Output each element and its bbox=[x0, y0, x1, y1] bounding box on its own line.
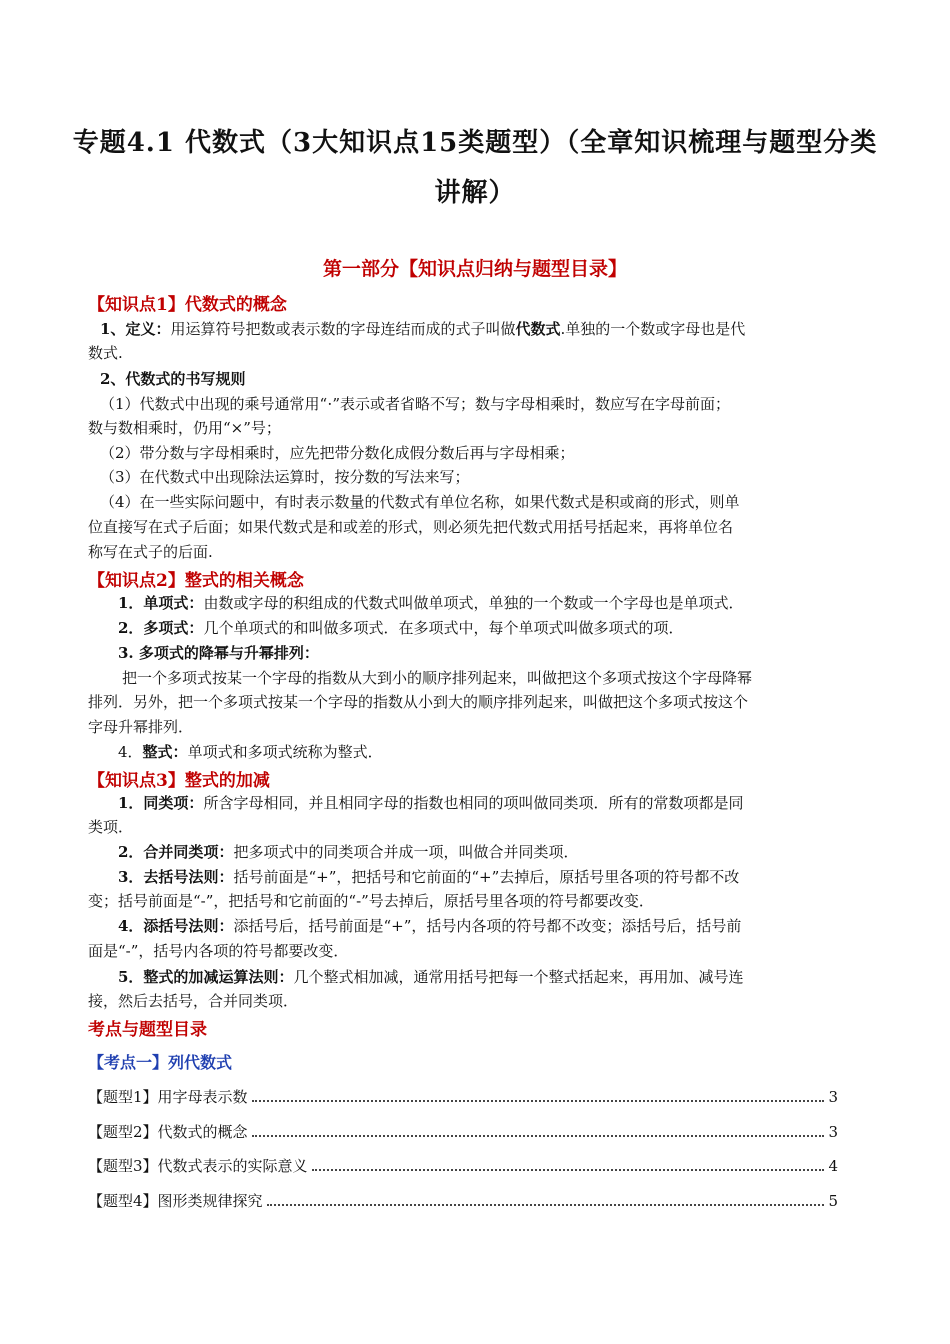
toc-item[interactable] bbox=[88, 1086, 838, 1108]
kp1-def-bold: 代数式 bbox=[515, 320, 561, 338]
kp3-i1-b: 类项． bbox=[88, 818, 134, 836]
kp3-i2-label: 2．合并同类项： bbox=[118, 843, 234, 861]
kp3-item2 bbox=[118, 841, 892, 863]
kp1-def-text-c: 数式. bbox=[88, 344, 123, 362]
kp2-i4-label: 整式： bbox=[142, 743, 188, 761]
kp3-item1 bbox=[118, 792, 892, 814]
toc-item-label: 【题型1】用字母表示数 bbox=[88, 1088, 248, 1106]
kp2-item4 bbox=[118, 741, 892, 763]
document-title-line1: 专题4.1 代数式（3大知识点15类题型）（全章知识梳理与题型分类 bbox=[72, 128, 878, 158]
toc-item-page: 3 bbox=[828, 1123, 838, 1141]
toc-item-label: 【题型4】图形类规律探究 bbox=[88, 1192, 263, 1210]
kp1-rule1 bbox=[100, 393, 874, 415]
kp3-i3-b: 变；括号前面是“-”，把括号和它前面的“-”号去掉后，原括号里各项的符号都要改变． bbox=[88, 892, 654, 910]
kp1-def-text-b: .单独的一个数或字母也是代 bbox=[560, 320, 746, 338]
toc-heading: 考点与题型目录 bbox=[88, 1020, 207, 1040]
kp3-i1-label: 1．同类项： bbox=[118, 794, 204, 812]
kp2-item2 bbox=[118, 617, 892, 639]
toc-item-page: 4 bbox=[828, 1157, 838, 1175]
kp3-i5-label: 5．整式的加减运算法则： bbox=[118, 968, 294, 986]
kp1-rule4-c: 称写在式子的后面. bbox=[88, 543, 213, 561]
kp2-item1 bbox=[118, 592, 892, 614]
toc-item[interactable] bbox=[88, 1121, 838, 1143]
kp3-i5-b: 接，然后去括号，合并同类项． bbox=[88, 992, 299, 1010]
kp2-i3-a: 把一个多项式按某一个字母的指数从大到小的顺序排列起来，叫做把这个多项式按这个字母降幂 bbox=[122, 669, 753, 687]
toc-item[interactable] bbox=[88, 1155, 838, 1177]
kp2-i4-num: 4． bbox=[118, 743, 143, 761]
kp2-i1-text: 由数或字母的积组成的代数式叫做单项式，单独的一个数或一个字母也是单项式． bbox=[203, 594, 744, 612]
kp2-i1-label: 1．单项式： bbox=[118, 594, 204, 612]
kp1-rule4-a: （4）在一些实际问题中，有时表示数量的代数式有单位名称，如果代数式是积或商的形式，则单 bbox=[100, 493, 740, 511]
kp1-r1-c: 数与数相乘时，仍用“×”号； bbox=[88, 419, 281, 437]
kp1-rules-heading: 2、代数式的书写规则 bbox=[100, 370, 246, 388]
kp2-heading: 【知识点2】整式的相关概念 bbox=[88, 571, 304, 591]
kp1-def-text-a: 用运算符号把数或表示数的字母连结而成的式子叫做 bbox=[170, 320, 516, 338]
toc-item-page: 3 bbox=[828, 1088, 838, 1106]
kp3-i1-a: 所含字母相同，并且相同字母的指数也相同的项叫做同类项．所有的常数项都是同 bbox=[203, 794, 744, 812]
kp1-r1-dot: ⋅ bbox=[327, 395, 333, 413]
kp1-rule4-b: 位直接写在式子后面；如果代数式是和或差的形式，则必须先把代数式用括号括起来，再将单位名 bbox=[88, 518, 734, 536]
kp1-rule3: （3）在代数式中出现除法运算时，按分数的写法来写； bbox=[100, 468, 470, 486]
kp2-i3-c: 字母升幂排列． bbox=[88, 718, 194, 736]
toc-item-page: 5 bbox=[828, 1192, 838, 1210]
kp1-def-label: 定义： bbox=[125, 320, 171, 338]
kp3-i3-label: 3．去括号法则： bbox=[118, 868, 234, 886]
toc-leader-dots bbox=[252, 1134, 825, 1137]
kp2-i2-text: 几个单项式的和叫做多项式．在多项式中，每个单项式叫做多项式的项． bbox=[203, 619, 684, 637]
toc-leader-dots bbox=[312, 1168, 825, 1171]
toc-leader-dots bbox=[252, 1099, 825, 1102]
kp3-i4-a: 添括号后，括号前面是“+”，括号内各项的符号都不改变；添括号后，括号前 bbox=[233, 917, 742, 935]
kp3-heading: 【知识点3】整式的加减 bbox=[88, 771, 270, 791]
kp3-i4-label: 4．添括号法则： bbox=[118, 917, 234, 935]
kp3-item5 bbox=[118, 966, 892, 988]
kp1-definition bbox=[100, 318, 874, 340]
kp1-def-num: 1、 bbox=[100, 320, 126, 338]
kp1-r1-b: ”表示或者省略不写；数与字母相乘时，数应写在字母前面； bbox=[332, 395, 731, 413]
kp3-i4-b: 面是“-”，括号内各项的符号都要改变． bbox=[88, 942, 349, 960]
kp3-item4 bbox=[118, 915, 892, 937]
kp2-i3-label: 3. 多项式的降幂与升幂排列： bbox=[118, 644, 319, 662]
toc-item-label: 【题型2】代数式的概念 bbox=[88, 1123, 248, 1141]
kp2-i4-text: 单项式和多项式统称为整式． bbox=[187, 743, 383, 761]
kp1-r1-a: （1）代数式中出现的乘号通常用“ bbox=[100, 395, 328, 413]
kp1-rule2: （2）带分数与字母相乘时，应先把带分数化成假分数后再与字母相乘； bbox=[100, 444, 575, 462]
toc-item[interactable] bbox=[88, 1190, 838, 1212]
part-title: 第一部分【知识点归纳与题型目录】 bbox=[322, 258, 627, 280]
kp3-item3 bbox=[118, 866, 892, 888]
kp3-i3-a: 括号前面是“+”，把括号和它前面的“+”去掉后，原括号里各项的符号都不改 bbox=[233, 868, 740, 886]
kp3-i2-text: 把多项式中的同类项合并成一项，叫做合并同类项． bbox=[233, 843, 579, 861]
kp2-i2-label: 2．多项式： bbox=[118, 619, 204, 637]
kp1-heading: 【知识点1】代数式的概念 bbox=[88, 295, 287, 315]
kp2-item3-heading bbox=[118, 642, 892, 664]
kp3-i5-a: 几个整式相加减，通常用括号把每一个整式括起来，再用加、减号连 bbox=[293, 968, 744, 986]
toc-item-label: 【题型3】代数式表示的实际意义 bbox=[88, 1157, 308, 1175]
kp2-i3-b: 排列．另外，把一个多项式按某一个字母的指数从小到大的顺序排列起来，叫做把这个多项式按这个 bbox=[88, 693, 749, 711]
toc-section-1: 【考点一】列代数式 bbox=[88, 1053, 233, 1072]
document-title-line2: 讲解） bbox=[434, 178, 516, 208]
toc-leader-dots bbox=[267, 1203, 825, 1206]
